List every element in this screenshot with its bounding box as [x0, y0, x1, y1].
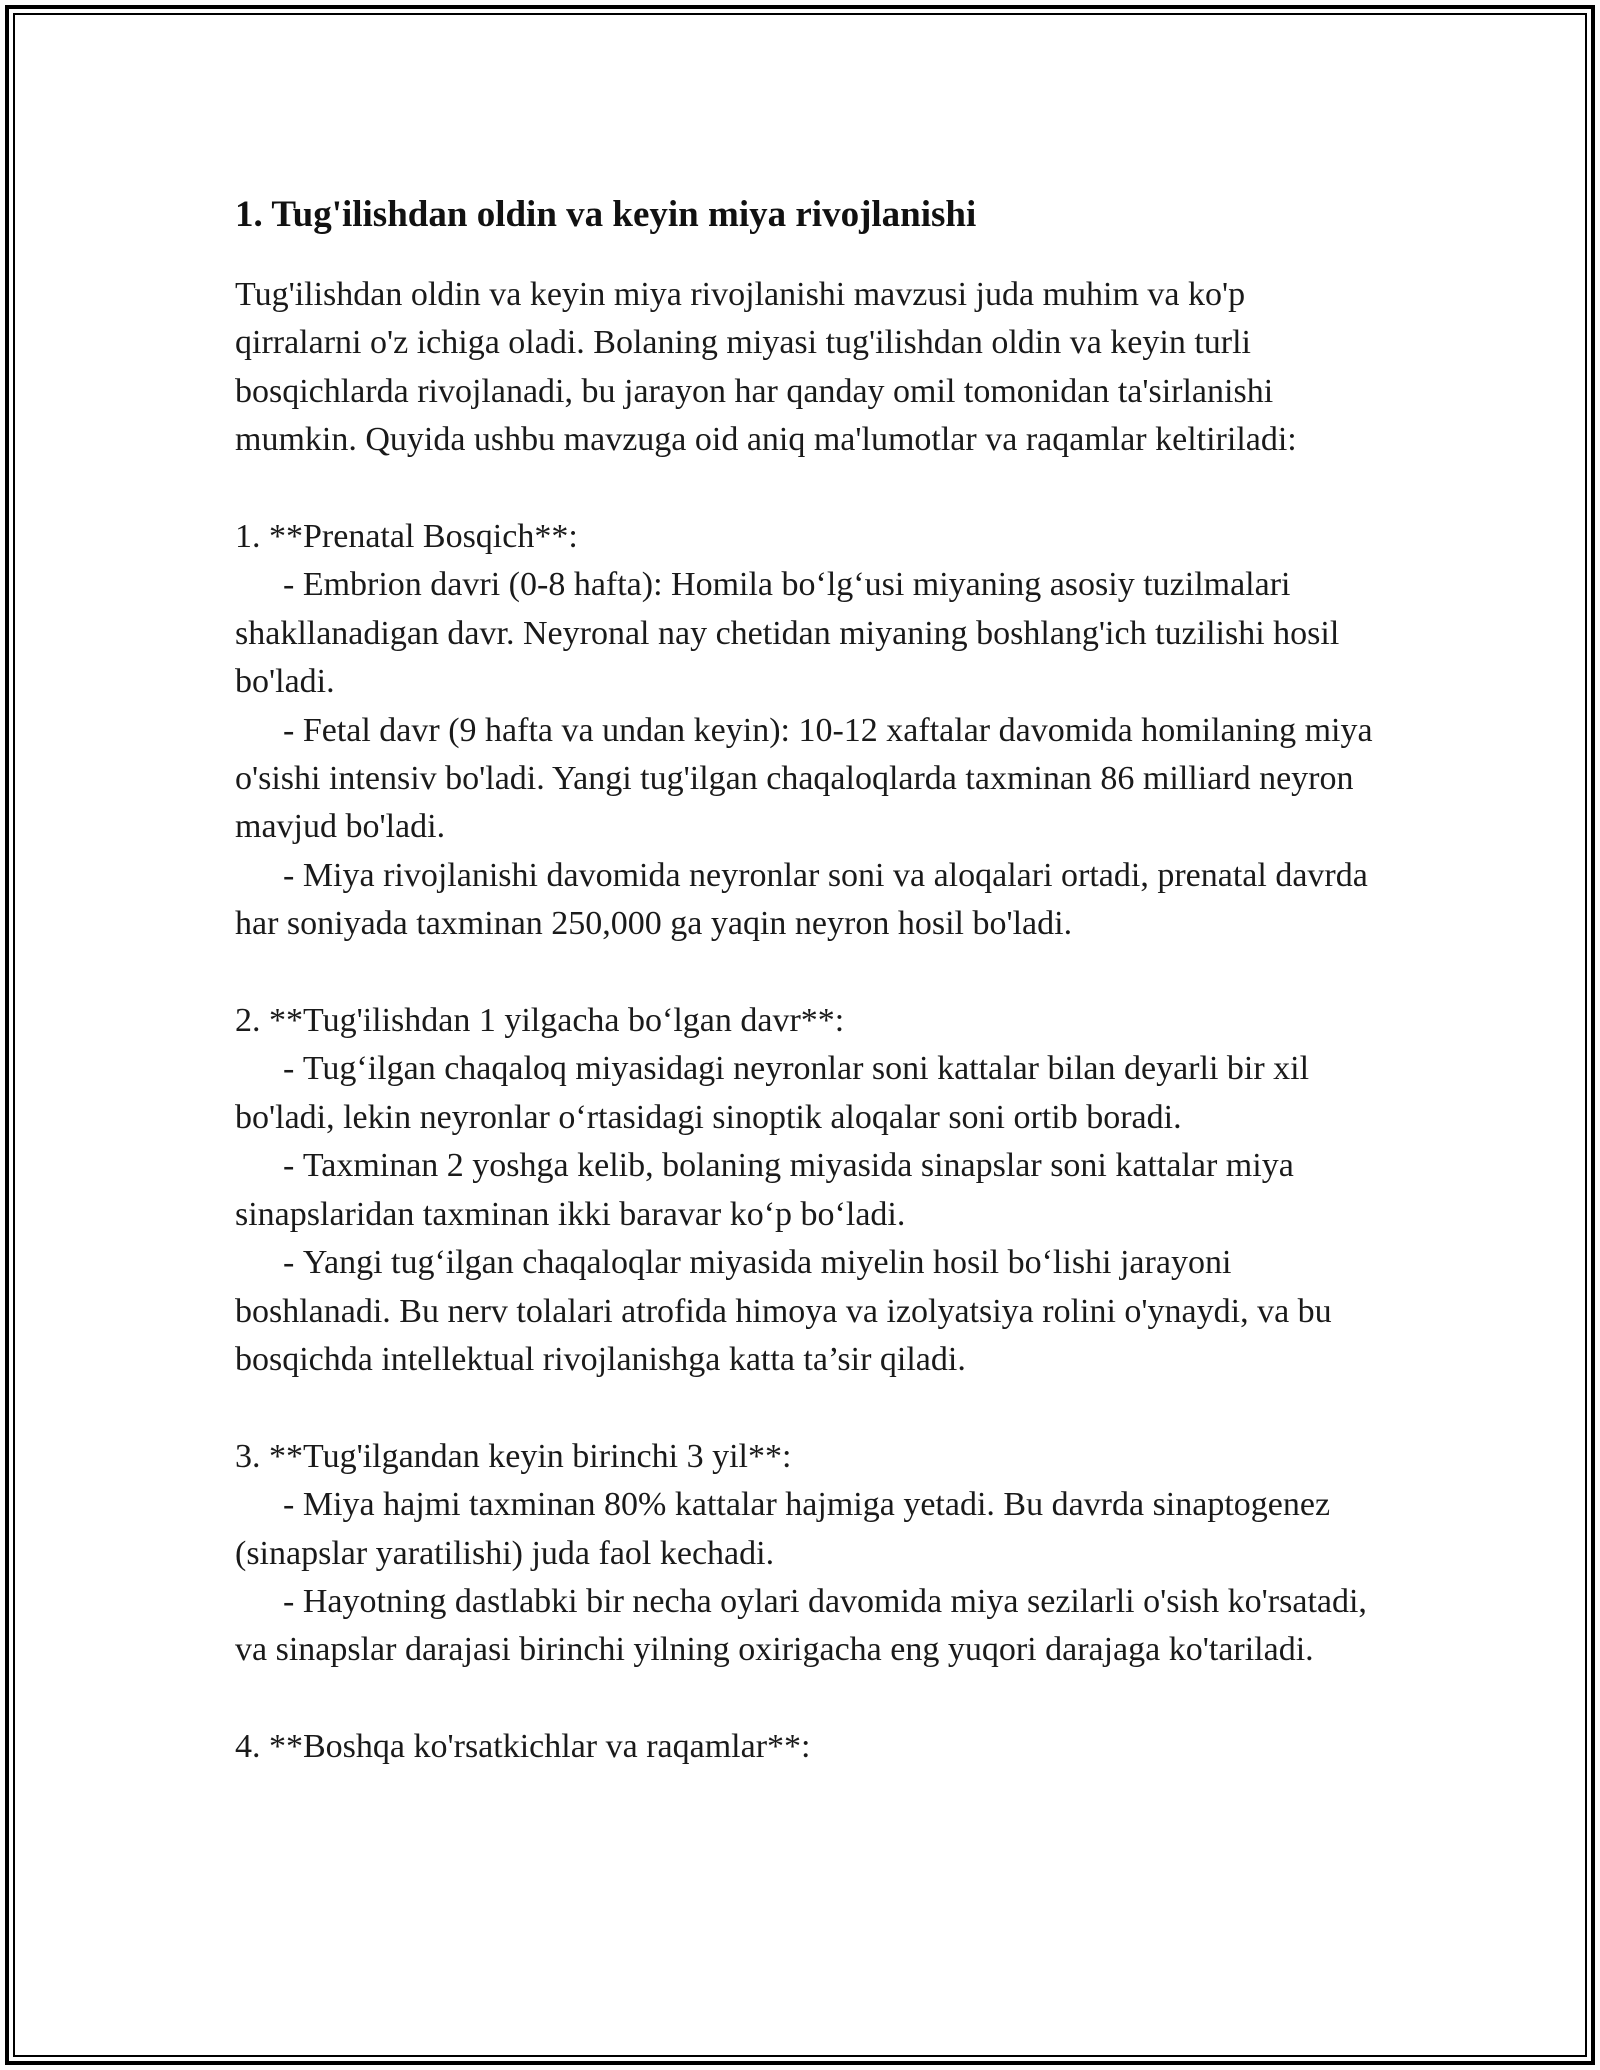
- list-item: - Hayotning dastlabki bir necha oylari davomida miya sezilarli o'sish ko'rsatadi, va sinapslar darajasi birinchi yilning oxirigacha eng yuqori darajaga ko'tariladi.: [235, 1582, 1367, 1669]
- intro-paragraph: Tug'ilishdan oldin va keyin miya rivojlanishi mavzusi juda muhim va ko'p qirralarni o'z ichiga oladi. Bolaning miyasi tug'ilishdan oldin va keyin turli bosqichlarda rivojlanadi, bu jarayon har qanday omil tomonidan ta'sirlanishi mumkin. Quyida ushbu mavzuga oid aniq ma'lumotlar va raqamlar keltiriladi:: [235, 276, 1297, 459]
- section-prenatal: [235, 513, 1375, 949]
- section-title: 4. **Boshqa ko'rsatkichlar va raqamlar**:: [235, 1728, 811, 1766]
- list-item: - Yangi tug‘ilgan chaqaloqlar miyasida miyelin hosil bo‘lishi jarayoni boshlanadi. Bu nerv tolalari atrofida himoya va izolyatsiya rolini o'ynaydi, va bu bosqichda intellektual rivojlanishga katta ta’sir qiladi.: [235, 1244, 1332, 1378]
- section-title: 1. **Prenatal Bosqich**:: [235, 518, 578, 556]
- document-heading: 1. Tug'ilishdan oldin va keyin miya rivojlanishi: [235, 194, 977, 235]
- section-title: 3. **Tug'ilgandan keyin birinchi 3 yil**:: [235, 1437, 792, 1475]
- section-title: 2. **Tug'ilishdan 1 yilgacha bo‘lgan davr**:: [235, 1002, 845, 1040]
- list-item: - Miya rivojlanishi davomida neyronlar soni va aloqalari ortadi, prenatal davrda har soniyada taxminan 250,000 ga yaqin neyron hosil bo'ladi.: [235, 856, 1368, 943]
- list-item: - Miya hajmi taxminan 80% kattalar hajmiga yetadi. Bu davrda sinaptogenez (sinapslar yaratilishi) juda faol kechadi.: [235, 1486, 1331, 1572]
- section-first-year: [235, 997, 1375, 1384]
- list-item: - Taxminan 2 yoshga kelib, bolaning miyasida sinapslar soni kattalar miya sinapslaridan taxminan ikki baravar ko‘p bo‘ladi.: [235, 1147, 1294, 1233]
- document-body: [235, 187, 1375, 1772]
- list-item: - Tug‘ilgan chaqaloq miyasidagi neyronlar soni kattalar bilan deyarli bir xil bo'ladi, lekin neyronlar o‘rtasidagi sinoptik aloqalar soni ortib boradi.: [235, 1050, 1310, 1136]
- section-first-three-years: [235, 1433, 1375, 1675]
- list-item: - Embrion davri (0-8 hafta): Homila bo‘lg‘usi miyaning asosiy tuzilmalari shakllanadigan davr. Neyronal nay chetidan miyaning boshlang'ich tuzilishi hosil bo'ladi.: [235, 566, 1340, 701]
- section-other-indicators: [235, 1723, 1375, 1771]
- list-item: - Fetal davr (9 hafta va undan keyin): 10-12 xaftalar davomida homilaning miya o'sishi intensiv bo'ladi. Yangi tug'ilgan chaqaloqlarda taxminan 86 milliard neyron mavjud bo'ladi.: [235, 711, 1373, 846]
